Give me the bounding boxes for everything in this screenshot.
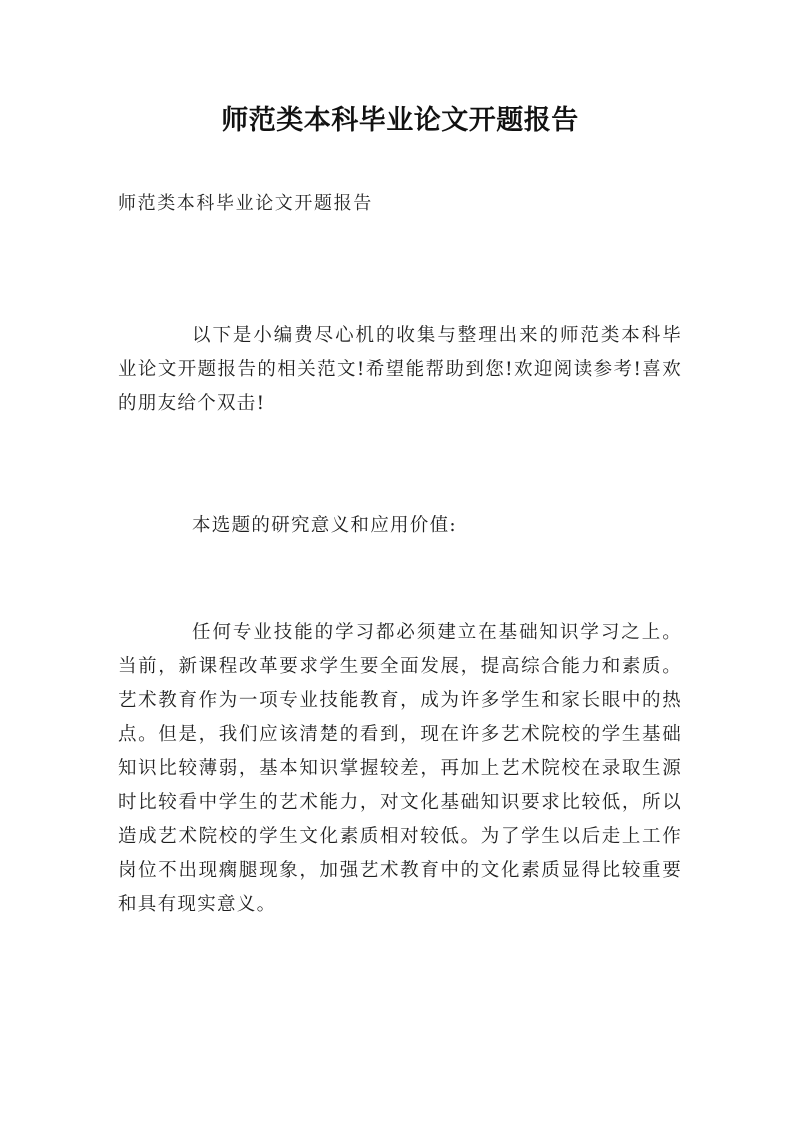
document-subtitle: 师范类本科毕业论文开题报告 (118, 193, 373, 214)
intro-paragraph: 以下是小编费尽心机的收集与整理出来的师范类本科毕业论文开题报告的相关范文!希望能帮助到您!欢迎阅读参考!喜欢的朋友给个双击! (118, 324, 682, 414)
document-title: 师范类本科毕业论文开题报告 (221, 105, 579, 136)
section-heading: 本选题的研究意义和应用价值: (192, 514, 457, 536)
body-paragraph: 任何专业技能的学习都必须建立在基础知识学习之上。当前，新课程改革要求学生要全面发展，提高综合能力和素质。艺术教育作为一项专业技能教育，成为许多学生和家长眼中的热点。但是，我们应该清楚的看到，现在许多艺术院校的学生基础知识比较薄弱，基本知识掌握较差，再加上艺术院校在录取生源时比较看中学生的艺术能力，对文化基础知识要求比较低，所以造成艺术院校的学生文化素质相对较低。为了学生以后走上工作岗位不出现瘸腿现象，加强艺术教育中的文化素质显得比较重要和具有现实意义。 (118, 621, 682, 915)
